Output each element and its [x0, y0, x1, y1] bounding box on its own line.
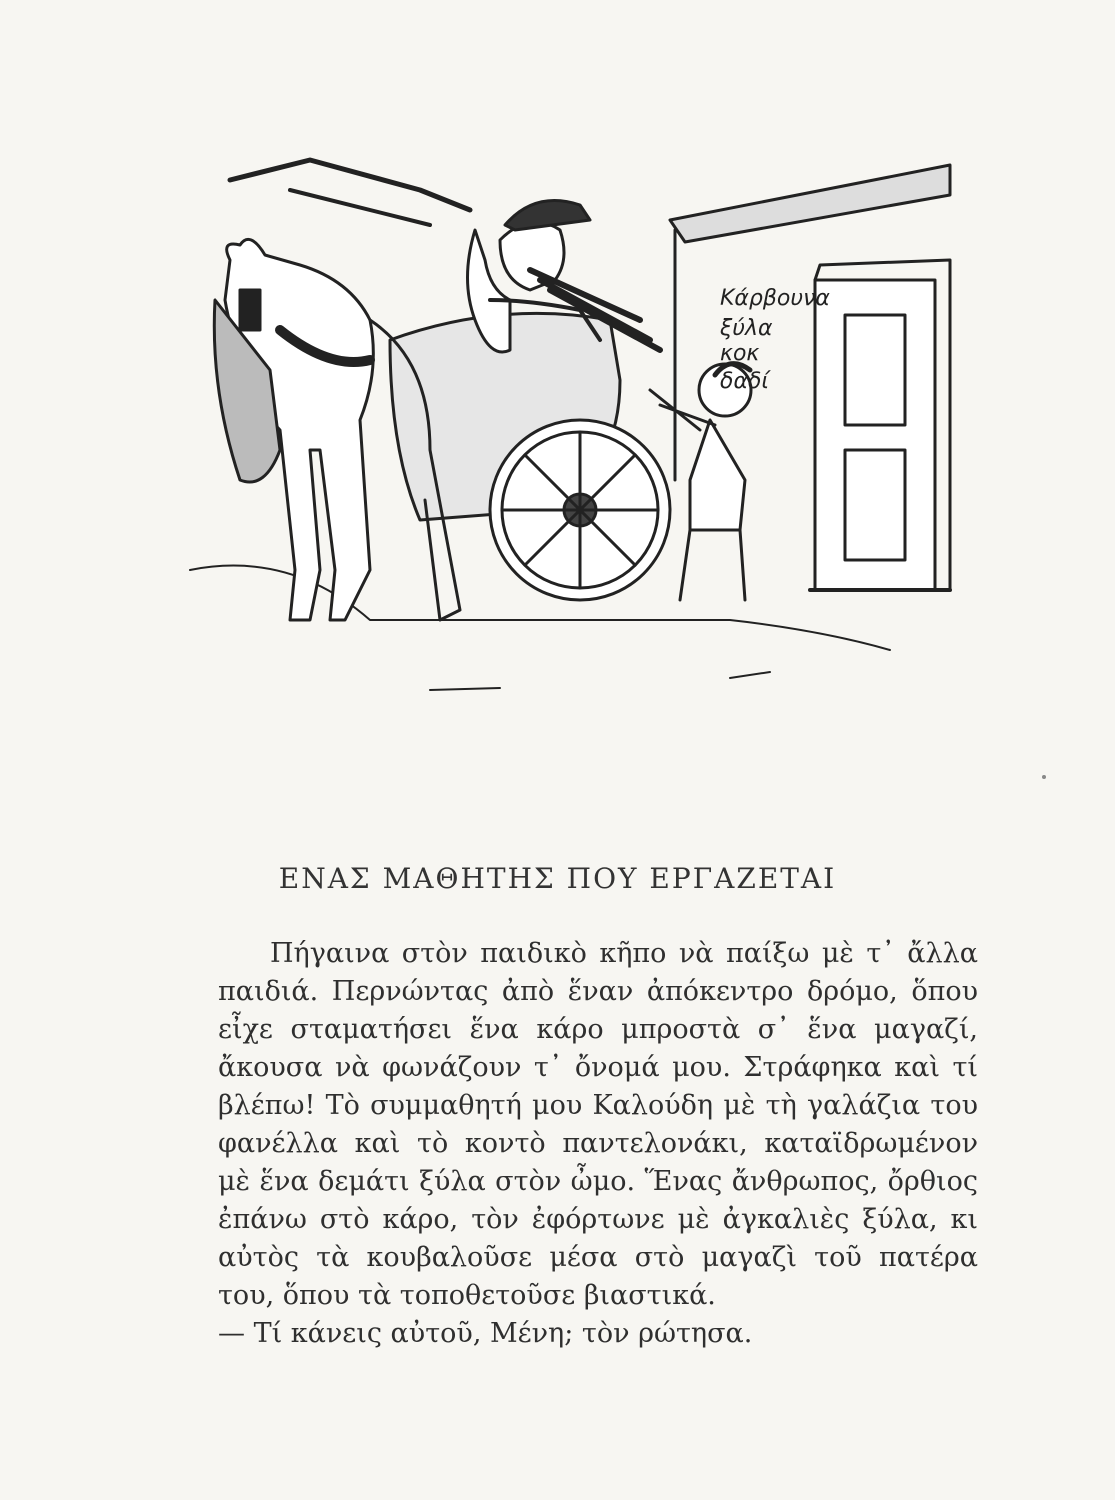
svg-text:δαδί: δαδί — [720, 369, 769, 394]
svg-text:Κάρβουνα: Κάρβουνα — [720, 286, 830, 311]
page-title: ΕΝΑΣ ΜΑΘΗΤΗΣ ΠΟΥ ΕΡΓΑΖΕΤΑΙ — [278, 862, 837, 895]
dialogue-line: — Τί κάνεις αὐτοῦ, Μένη; τὸν ρώτησα. — [218, 1318, 753, 1349]
cart-illustration — [170, 150, 970, 710]
story-text — [218, 935, 978, 1353]
svg-text:κοκ: κοκ — [720, 341, 760, 366]
svg-text:ξύλα: ξύλα — [720, 316, 773, 341]
story-paragraph: Πήγαινα στὸν παιδικὸ κῆπο νὰ παίξω μὲ τ᾿ ἄλλα παιδιά. Περνώντας ἀπὸ ἕναν ἀπόκεντρο δρόμο, ὅπου εἶχε σταματήσει ἕνα κάρο μπροστὰ σ᾿ ἕνα μαγαζί, ἄκουσα νὰ φωνάζουν τ᾿ ὄνομά μου. Στράφηκα καὶ τί βλέπω! Τὸ συμμαθητή μου Καλούδη μὲ τὴ γαλάζια του φανέλλα καὶ τὸ κοντὸ παντελονάκι, καταϊδρωμένον μὲ ἕνα δεμάτι ξύλα στὸν ὦμο. Ἕνας ἄνθρωπος, ὄρθιος ἐπάνω στὸ κάρο, τὸν ἐφόρτωνε μὲ ἀγκαλιὲς ξύλα, κι αὐτὸς τὰ κουβαλοῦσε μέσα στὸ μαγαζὶ τοῦ πατέρα του, ὅπου τὰ τοποθετοῦσε βιαστικά. — [218, 938, 978, 1311]
print-speck — [1042, 775, 1046, 779]
